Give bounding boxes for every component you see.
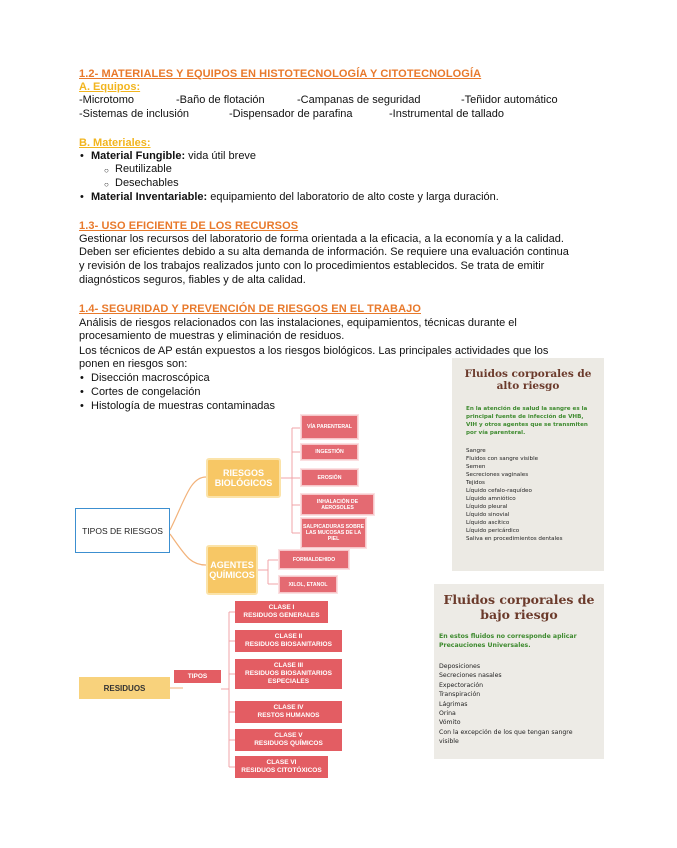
card-list-item: visible <box>439 738 459 746</box>
card-title-line: bajo riesgo <box>480 607 558 622</box>
card-list-item: Sangre <box>466 448 486 454</box>
section-12-title: 1.2- MATERIALES Y EQUIPOS EN HISTOTECNOLOGÍA Y CITOTECNOLOGÍA <box>79 68 482 80</box>
node-clase <box>235 630 342 652</box>
node-bio-item: INHALACIÓN DE AEROSOLES <box>301 494 374 515</box>
inventariable-label: Material Inventariable: <box>91 191 208 203</box>
clase-label: CLASE II <box>274 633 303 640</box>
section-13-title: 1.3- USO EFICIENTE DE LOS RECURSOS <box>79 220 299 232</box>
fungible-text: vida útil breve <box>185 150 257 162</box>
card-list-item: Semen <box>466 464 486 470</box>
equipo-item: -Sistemas de inclusión <box>79 108 190 120</box>
clase-desc: RESIDUOS BIOSANITARIOS <box>245 641 332 648</box>
node-bio-item: INGESTIÓN <box>301 444 358 460</box>
paragraph-line: ponen en riesgos son: <box>79 358 188 370</box>
clase-desc: RESIDUOS GENERALES <box>243 612 320 619</box>
card-list-item: Líquido cefalo-raquídeo <box>466 488 532 494</box>
card-sub-line: principal fuente de infección de VHB, <box>466 414 584 420</box>
node-residuos: RESIDUOS <box>79 677 170 699</box>
section-14-title: 1.4- SEGURIDAD Y PREVENCIÓN DE RIESGOS EN EL TRABAJO <box>79 303 421 315</box>
equipo-item: -Instrumental de tallado <box>389 108 504 120</box>
card-list-item: Tejidos <box>466 480 485 486</box>
clase-desc: RESIDUOS QUÍMICOS <box>254 740 323 747</box>
card-title-line: Fluidos corporales de <box>464 368 592 380</box>
clase-desc: RESIDUOS CITOTÓXICOS <box>241 767 322 774</box>
equipo-item: -Microtomo <box>79 94 135 106</box>
card-sub-line: VIH y otros agentes que se transmiten <box>466 422 588 428</box>
sub-item: ○ Reutilizable <box>115 163 172 176</box>
paragraph-line: Deben ser eficientes debido a su alta demanda de información. Se requiere una evaluación continua <box>79 246 569 258</box>
equipo-item: -Teñidor automático <box>461 94 558 106</box>
node-agentes-quimicos: AGENTES QUÍMICOS <box>206 545 258 595</box>
clase-label: CLASE V <box>274 732 303 739</box>
equipos-heading: A. Equipos: <box>79 81 141 93</box>
card-list-item: Saliva en procedimientos dentales <box>466 536 563 542</box>
sub-item: ○ Desechables <box>115 177 179 190</box>
paragraph-line: y revisión de los trabajos realizados junto con lo procedimientos establecidos. Se trata de emitir <box>79 260 545 272</box>
materiales-heading: B. Materiales: <box>79 137 151 149</box>
inventariable-text: equipamiento del laboratorio de alto coste y larga duración. <box>207 191 499 203</box>
clase-label: CLASE VI <box>266 759 297 766</box>
node-riesgos-biologicos: RIESGOS BIOLÓGICOS <box>206 458 281 498</box>
card-list-item: Expectoración <box>439 681 484 689</box>
node-tipos-de-riesgos: TIPOS DE RIESGOS <box>75 508 170 553</box>
paragraph-line: Análisis de riesgos relacionados con las instalaciones, equipamientos, técnicas durante el <box>79 317 517 329</box>
card-list-item: Líquido sinovial <box>466 512 510 518</box>
card-list-item: Líquido amniótico <box>466 496 516 502</box>
node-clase <box>235 756 328 778</box>
equipo-item: -Dispensador de parafina <box>229 108 353 120</box>
card-list-item: Líquido ascítico <box>466 520 510 526</box>
clase-label: CLASE III <box>273 662 304 669</box>
card-title <box>452 368 604 392</box>
clase-label: CLASE I <box>268 604 295 611</box>
equipo-item: -Baño de flotación <box>176 94 265 106</box>
card-list-item: Fluidos con sangre visible <box>466 456 539 462</box>
card-sub-line: En la atención de salud la sangre es la <box>466 406 588 412</box>
card-list-item: Con la excepción de los que tengan sangre <box>439 728 573 736</box>
node-bio-item: EROSIÓN <box>301 469 358 486</box>
card-list-item: Vómito <box>439 719 461 727</box>
node-clase <box>235 659 342 689</box>
card-list-item: Secreciones nasales <box>439 672 502 680</box>
risk-bullet: • Cortes de congelación <box>91 386 200 399</box>
paragraph-line: procesamiento de muestras y eliminación de residuos. <box>79 330 345 342</box>
clase-desc: RESTOS HUMANOS <box>257 712 320 719</box>
card-list-item: Deposiciones <box>439 663 481 670</box>
card-title <box>434 592 604 622</box>
card-bajo-riesgo <box>434 584 604 759</box>
paragraph-line: diagnósticos seguros, fiables y de alta calidad. <box>79 274 306 286</box>
clase-label: CLASE IV <box>273 704 304 711</box>
card-subtitle <box>466 405 604 437</box>
card-list-item: Líquido pericárdico <box>466 528 520 534</box>
card-list <box>439 662 604 747</box>
card-list-item: Orina <box>439 710 456 718</box>
node-bio-item: SALPICADURAS SOBRE LAS MUCOSAS DE LA PIEL <box>301 518 366 548</box>
paragraph-line: Gestionar los recursos del laboratorio de forma orientada a la eficacia, a la economía y a la calidad. <box>79 233 564 245</box>
node-clase <box>235 701 342 723</box>
card-title-line: Fluidos corporales de <box>443 592 595 607</box>
card-subtitle <box>439 632 604 650</box>
card-list <box>466 447 604 543</box>
clase-desc: RESIDUOS BIOSANITARIOS ESPECIALES <box>245 670 332 685</box>
node-bio-item: VÍA PARENTERAL <box>301 415 358 439</box>
node-clase <box>235 601 328 623</box>
card-sub-line: En estos fluidos no corresponde aplicar <box>439 633 577 640</box>
node-quim-item: XILOL, ETANOL <box>279 576 337 593</box>
node-tipos: TIPOS <box>174 670 221 683</box>
risk-bullet: • Disección macroscópica <box>91 372 210 385</box>
card-list-item: Transpiración <box>439 691 481 699</box>
node-quim-item: FORMALDEHIDO <box>279 550 349 569</box>
risk-bullet: • Histología de muestras contaminadas <box>91 400 275 413</box>
card-list-item: Lágrimas <box>439 700 468 708</box>
card-sub-line: Precauciones Universales. <box>439 642 531 649</box>
card-list-item: Líquido pleural <box>466 504 508 510</box>
card-list-item: Secreciones vaginales <box>466 472 529 478</box>
equipo-item: -Campanas de seguridad <box>297 94 421 106</box>
card-sub-line: por vía parenteral. <box>466 430 526 436</box>
paragraph-line: Los técnicos de AP están expuestos a los riesgos biológicos. Las principales actividades que los <box>79 345 549 357</box>
card-alto-riesgo <box>452 358 604 571</box>
fungible-label: Material Fungible: <box>91 150 186 162</box>
card-title-line: alto riesgo <box>496 380 560 392</box>
node-clase <box>235 729 342 751</box>
